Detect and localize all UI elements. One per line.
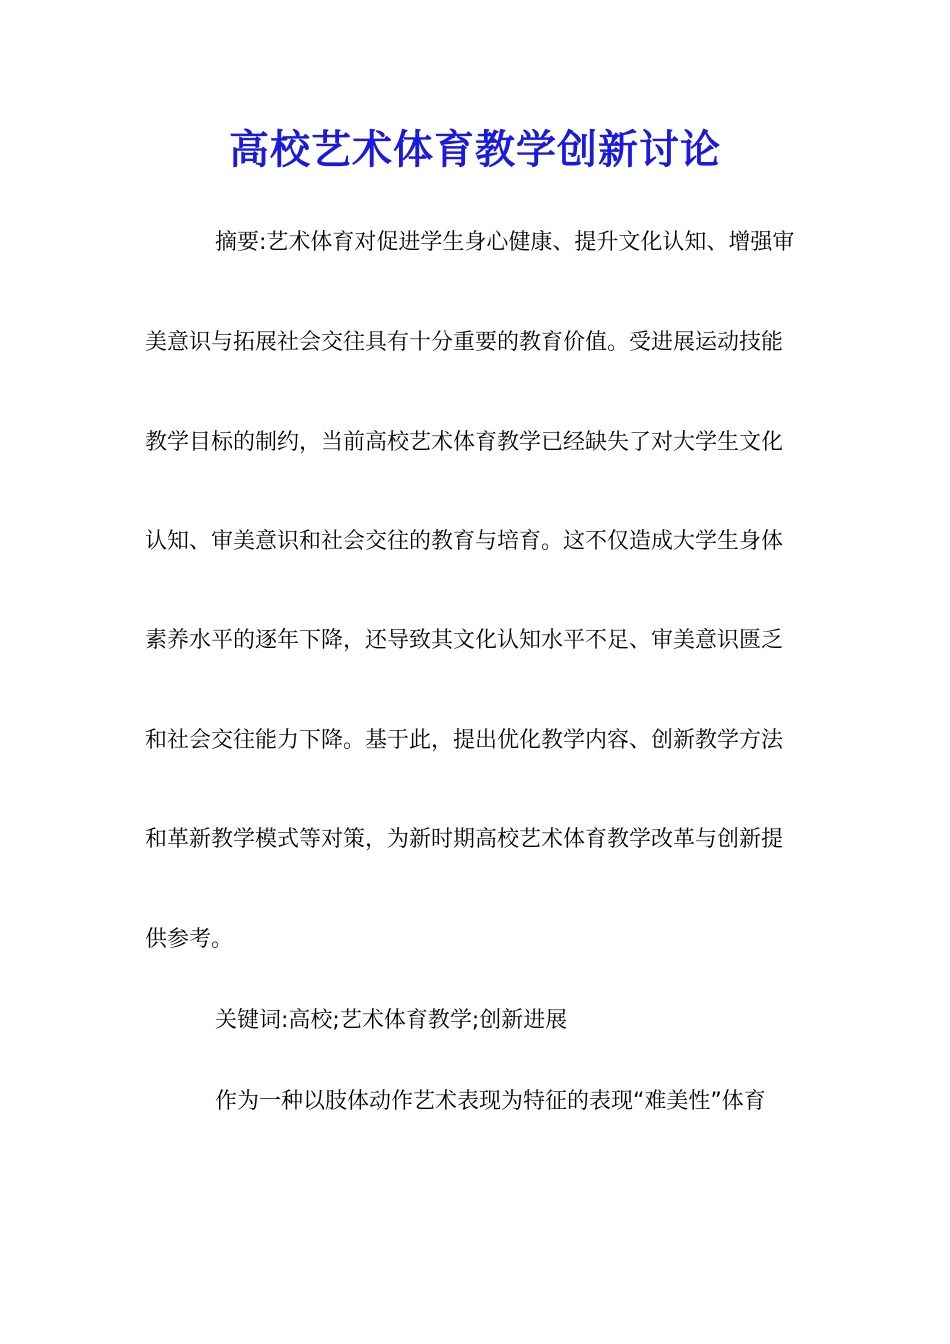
abstract-line: 认知、审美意识和社会交往的教育与培育。这不仅造成大学生身体 [145, 529, 784, 554]
abstract-line: 教学目标的制约，当前高校艺术体育教学已经缺失了对大学生文化 [145, 430, 784, 455]
abstract-line: 供参考。 [145, 927, 234, 952]
abstract-line: 素养水平的逐年下降，还导致其文化认知水平不足、审美意识匮乏 [145, 628, 784, 653]
body-paragraph-line: 作为一种以肢体动作艺术表现为特征的表现“难美性”体育 [215, 1089, 766, 1114]
document-title: 高校艺术体育教学创新讨论 [229, 126, 721, 173]
keywords-line: 关键词:高校;艺术体育教学;创新进展 [215, 1008, 568, 1033]
abstract-line: 美意识与拓展社会交往具有十分重要的教育价值。受进展运动技能 [145, 330, 784, 355]
abstract-line: 和社会交往能力下降。基于此，提出优化教学内容、创新教学方法 [145, 728, 784, 753]
abstract-line: 和革新教学模式等对策，为新时期高校艺术体育教学改革与创新提 [145, 827, 784, 852]
abstract-line: 摘要:艺术体育对促进学生身心健康、提升文化认知、增强审 [215, 230, 795, 255]
